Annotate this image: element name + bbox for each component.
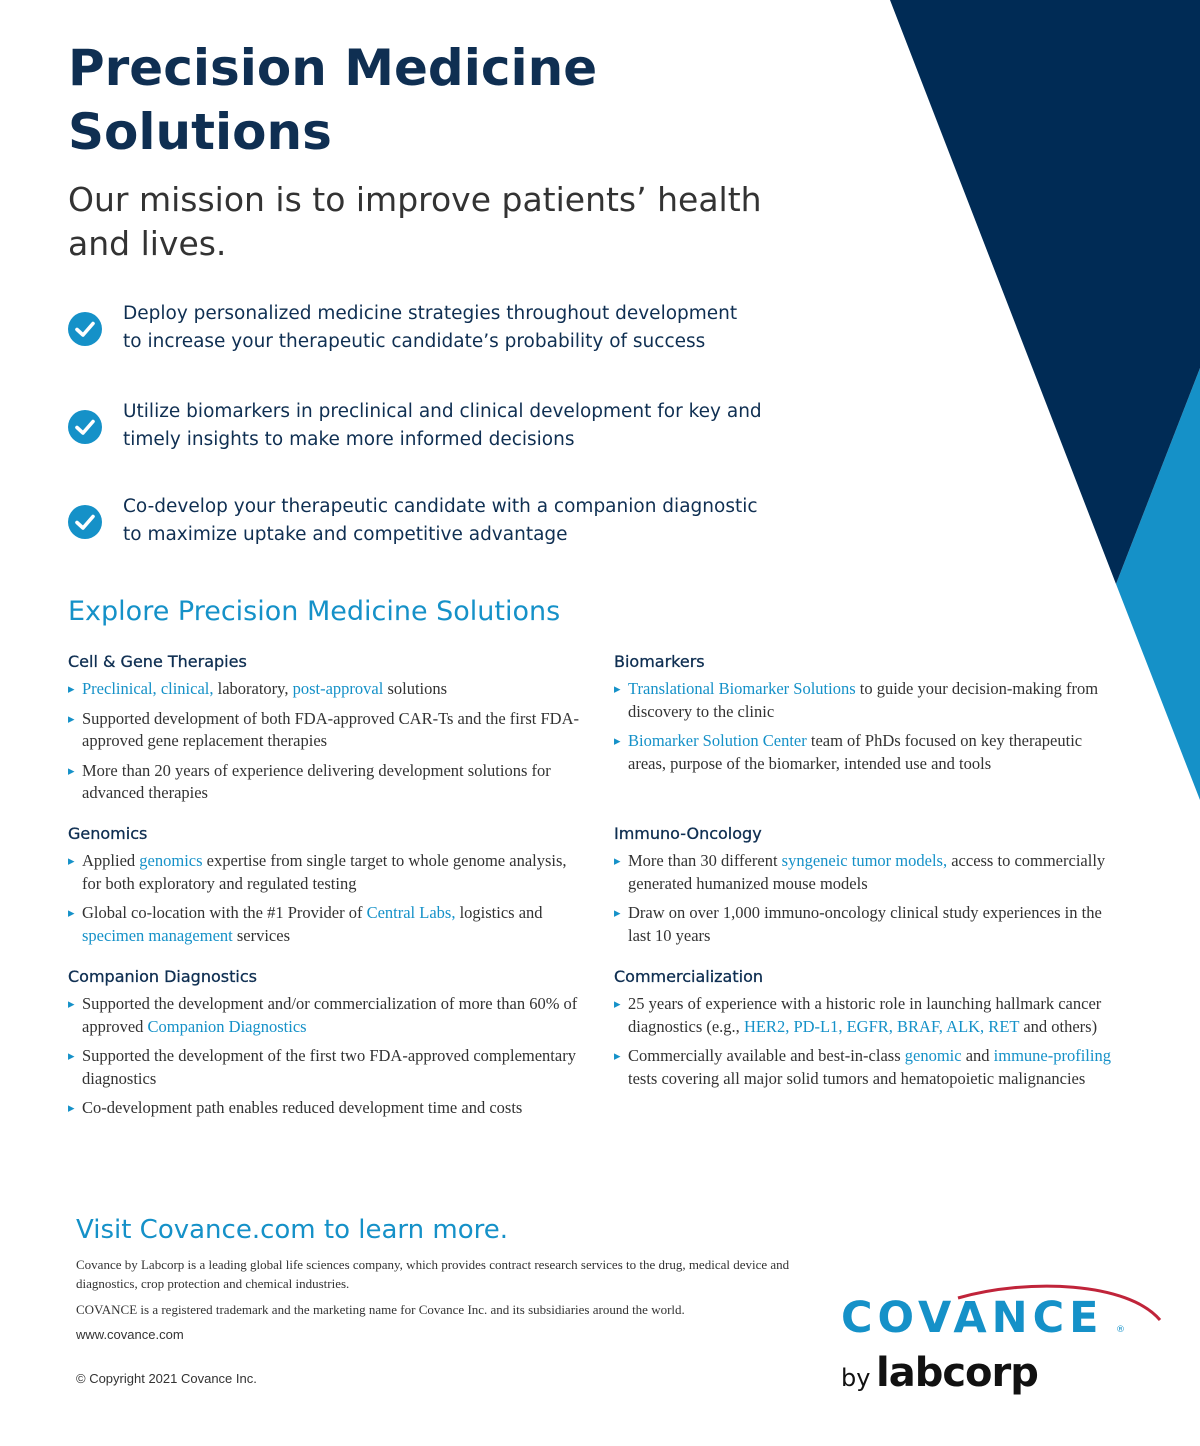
benefit-line: timely insights to make more informed decisions — [123, 429, 575, 450]
benefit-line: Deploy personalized medicine strategies throughout development — [123, 303, 738, 324]
text: and — [965, 1046, 990, 1065]
section-heading: Biomarkers — [614, 652, 705, 671]
list-item — [614, 993, 1124, 1038]
website-link[interactable]: www.covance.com — [76, 1327, 184, 1342]
copyright-notice: © Copyright 2021 Covance Inc. — [76, 1371, 257, 1386]
list-item: ▸ Draw on over 1,000 immuno-oncology clinical study experiences in the last 10 years — [614, 902, 1124, 947]
text: solutions — [387, 679, 448, 698]
text: Global co-location with the #1 Provider of — [82, 903, 363, 922]
text: laboratory, — [217, 679, 289, 698]
list-item: ▸ Co-development path enables reduced development time and costs — [68, 1097, 583, 1120]
section-companion-diagnostics — [68, 965, 583, 1127]
bullet-list — [614, 850, 1124, 947]
section-cell-gene-therapies — [68, 650, 583, 812]
text: More than 30 different — [628, 851, 778, 870]
bullet-list — [614, 678, 1124, 775]
benefit-text — [123, 300, 863, 356]
benefit-item — [68, 493, 868, 553]
text: Supported the development and/or commercialization of more than 60% of approved — [82, 994, 578, 1036]
link-genomic[interactable]: genomic — [904, 1046, 962, 1065]
link-preclinical[interactable]: Preclinical, — [82, 679, 157, 698]
link-specimen-management[interactable]: specimen management — [82, 925, 233, 945]
bullet-list — [68, 850, 583, 947]
link-clinical[interactable]: clinical, — [160, 679, 214, 698]
link-genomics[interactable]: genomics — [139, 851, 203, 870]
list-item — [68, 850, 583, 895]
section-heading: Commercialization — [614, 967, 763, 986]
checkmark-circle-icon — [68, 505, 102, 539]
list-item — [614, 1045, 1124, 1090]
link-biomarker-solution-center[interactable]: Biomarker Solution Center — [628, 731, 807, 750]
logo-by: by — [841, 1364, 871, 1392]
link-syngeneic-tumor-models[interactable]: syngeneic tumor models, — [781, 851, 948, 870]
benefit-line: to maximize uptake and competitive advantage — [123, 524, 568, 545]
page-title: Precision Medicine Solutions — [68, 39, 598, 161]
text: expertise from single target to whole genome analysis, for both exploratory and regulated testing — [82, 851, 567, 893]
section-genomics — [68, 822, 583, 954]
text: Commercially available and best-in-class — [628, 1046, 901, 1065]
logo-registered-mark: ® — [1116, 1325, 1125, 1335]
text: logistics and — [459, 903, 543, 922]
section-heading: Cell & Gene Therapies — [68, 652, 247, 671]
benefit-line: Utilize biomarkers in preclinical and clinical development for key and — [123, 401, 762, 422]
checkmark-circle-icon — [68, 410, 102, 444]
list-item — [68, 902, 583, 947]
covance-by-labcorp-logo — [838, 1280, 1168, 1410]
text: access to commercially generated humanized mouse models — [628, 851, 1106, 893]
list-item — [68, 993, 583, 1038]
list-item — [68, 678, 583, 701]
visit-website-heading[interactable]: Visit Covance.com to learn more. — [76, 1215, 508, 1245]
link-translational-biomarker-solutions[interactable]: Translational Biomarker Solutions — [628, 679, 856, 698]
benefit-item — [68, 398, 868, 458]
explore-heading: Explore Precision Medicine Solutions — [68, 596, 561, 627]
list-item: ▸ More than 20 years of experience delivering development solutions for advanced therapies — [68, 760, 583, 805]
mission-statement: Our mission is to improve patients’ health and lives. — [68, 180, 762, 263]
list-item: ▸ Supported development of both FDA-approved CAR-Ts and the first FDA-approved gene replacement therapies — [68, 708, 583, 753]
benefit-line: to increase your therapeutic candidate’s probability of success — [123, 331, 706, 352]
section-heading: Companion Diagnostics — [68, 967, 257, 986]
section-commercialization — [614, 965, 1124, 1097]
benefit-item — [68, 300, 868, 360]
text: to guide your decision-making from discovery to the clinic — [628, 679, 1099, 721]
bullet-list — [68, 678, 583, 805]
benefit-text — [123, 493, 863, 549]
section-biomarkers — [614, 650, 1124, 782]
list-item — [614, 678, 1124, 723]
link-cancer-diagnostics[interactable]: HER2, PD-L1, EGFR, BRAF, ALK, RET — [743, 1016, 1020, 1036]
link-central-labs[interactable]: Central Labs, — [366, 903, 456, 922]
section-immuno-oncology — [614, 822, 1124, 954]
bullet-list — [614, 993, 1124, 1090]
section-heading: Genomics — [68, 824, 148, 843]
list-item — [614, 850, 1124, 895]
list-item: ▸ Supported the development of the first two FDA-approved complementary diagnostics — [68, 1045, 583, 1090]
text: tests covering all major solid tumors and hematopoietic malignancies — [628, 1068, 1086, 1088]
text: Applied — [82, 851, 136, 870]
text: team of PhDs focused on key therapeutic areas, purpose of the biomarker, intended use and tools — [628, 731, 1083, 773]
company-description: Covance by Labcorp is a leading global life sciences company, which provides contract research services to the drug, medical device and diagnostics, crop protection and chemical industries. — [76, 1257, 790, 1291]
link-post-approval[interactable]: post-approval — [292, 679, 384, 698]
section-heading: Immuno-Oncology — [614, 824, 762, 843]
text: services — [236, 925, 291, 945]
link-companion-diagnostics[interactable]: Companion Diagnostics — [147, 1016, 307, 1036]
trademark-notice: COVANCE is a registered trademark and the marketing name for Covance Inc. and its subsidiaries around the world. — [76, 1302, 685, 1317]
link-immune-profiling[interactable]: immune-profiling — [993, 1046, 1111, 1065]
benefit-text — [123, 398, 863, 454]
bullet-list — [68, 993, 583, 1120]
checkmark-circle-icon — [68, 312, 102, 346]
logo-labcorp: labcorp — [876, 1350, 1038, 1396]
list-item — [614, 730, 1124, 775]
text: and others) — [1023, 1016, 1098, 1036]
logo-brand: COVANCE — [841, 1293, 1104, 1343]
benefit-line: Co-develop your therapeutic candidate with a companion diagnostic — [123, 496, 758, 517]
text: 25 years of experience with a historic role in launching hallmark cancer diagnostics (e.g., — [628, 994, 1102, 1036]
